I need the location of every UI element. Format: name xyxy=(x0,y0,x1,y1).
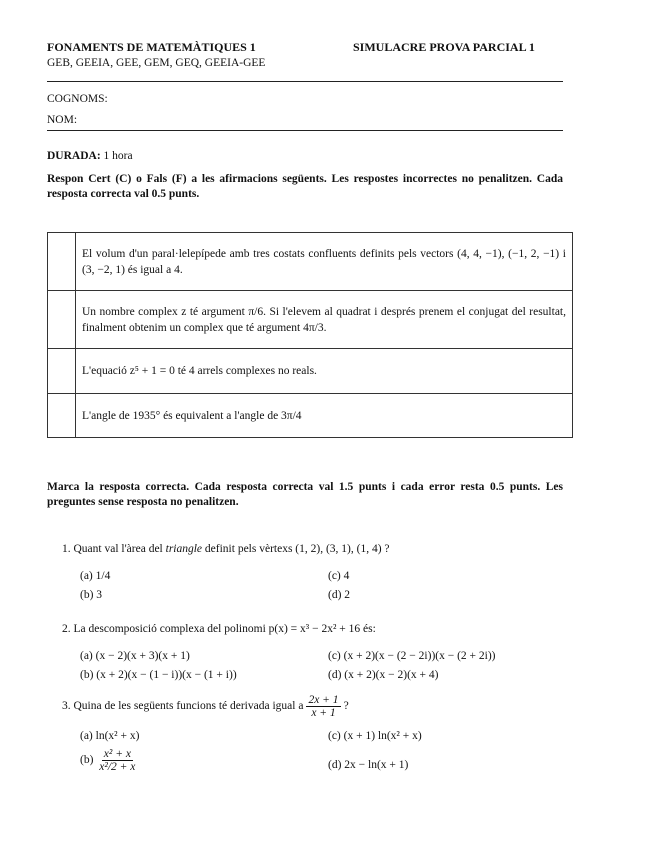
true-false-table xyxy=(47,232,573,438)
name-label: NOM: xyxy=(47,114,78,126)
q1-text: 1. Quant val l'àrea del xyxy=(62,543,163,555)
statement: L'equació z⁵ + 1 = 0 té 4 arrels complexes no reals. xyxy=(76,349,573,394)
answer-box[interactable] xyxy=(48,291,76,349)
q2-option-c[interactable]: (c) (x + 2)(x − (2 − 2i))(x − (2 + 2i)) xyxy=(328,650,496,662)
q1-option-b[interactable]: (b) 3 xyxy=(80,589,103,601)
q3-b-denominator: x²/2 + x xyxy=(99,761,136,773)
q1-option-c[interactable]: (c) 4 xyxy=(328,570,350,582)
q2-option-b[interactable]: (b) (x + 2)(x − (1 − i))(x − (1 + i)) xyxy=(80,669,237,681)
part1-instructions: Respon Cert (C) o Fals (F) a les afirmacions següents. Les respostes incorrectes no penalitzen. Cada resposta correcta val 0.5 punts. xyxy=(47,173,563,200)
statement: L'angle de 1935° és equivalent a l'angle de 3π/4 xyxy=(76,394,573,438)
q1-option-d[interactable]: (d) 2 xyxy=(328,589,351,601)
q3-fraction xyxy=(306,694,340,719)
duration xyxy=(47,150,133,162)
statement: Un nombre complex z té argument π/6. Si l'elevem al quadrat i després prenem el conjugat del resultat, finalment obtenim un complex que té argument 4π/3. xyxy=(76,291,573,349)
question-1 xyxy=(62,543,390,555)
q3-option-c[interactable]: (c) (x + 1) ln(x² + x) xyxy=(328,730,422,742)
q3-option-a[interactable]: (a) ln(x² + x) xyxy=(80,730,140,742)
q3-end: ? xyxy=(343,700,349,713)
exam-title: SIMULACRE PROVA PARCIAL 1 xyxy=(353,40,535,54)
q1-emphasis: triangle xyxy=(165,543,203,555)
q2-option-d[interactable]: (d) (x + 2)(x − 2)(x + 4) xyxy=(328,669,439,681)
name-line xyxy=(47,130,563,131)
q3-text: 3. Quina de les següents funcions té derivada igual a xyxy=(62,700,304,713)
q3-b-numerator: x² + x xyxy=(103,748,131,760)
surname-label: COGNOMS: xyxy=(47,93,108,105)
question-3 xyxy=(62,694,349,719)
course-title: FONAMENTS DE MATEMÀTIQUES 1 xyxy=(47,40,256,54)
q3-b-fraction xyxy=(99,748,135,773)
duration-label: DURADA: xyxy=(47,150,101,162)
question-2: 2. La descomposició complexa del polinomi p(x) = x³ − 2x² + 16 és: xyxy=(62,623,376,635)
q1-text-end: definit pels vèrtexs (1, 2), (3, 1), (1, 4) ? xyxy=(204,543,390,555)
q3-b-label: (b) xyxy=(80,754,94,767)
q2-option-a[interactable]: (a) (x − 2)(x + 3)(x + 1) xyxy=(80,650,190,662)
answer-box[interactable] xyxy=(48,394,76,438)
statement: El volum d'un paral·lelepípede amb tres costats confluents definits pels vectors (4, 4, −1), (−1, 2, −1) i (3, −2, 1) és igual a 4. xyxy=(76,233,573,291)
q3-numerator: 2x + 1 xyxy=(308,694,339,706)
part2-instructions: Marca la resposta correcta. Cada resposta correcta val 1.5 punts i cada error resta 0.5 punts. Les preguntes sense resposta no penalitzen. xyxy=(47,481,563,508)
degrees: GEB, GEEIA, GEE, GEM, GEQ, GEEIA-GEE xyxy=(47,57,266,69)
q1-option-a[interactable]: (a) 1/4 xyxy=(80,570,111,582)
q3-denominator: x + 1 xyxy=(311,707,336,719)
answer-box[interactable] xyxy=(48,349,76,394)
divider xyxy=(47,81,563,82)
q3-option-d[interactable]: (d) 2x − ln(x + 1) xyxy=(328,759,409,771)
duration-value: 1 hora xyxy=(103,150,133,162)
q3-option-b[interactable] xyxy=(80,748,138,773)
answer-box[interactable] xyxy=(48,233,76,291)
